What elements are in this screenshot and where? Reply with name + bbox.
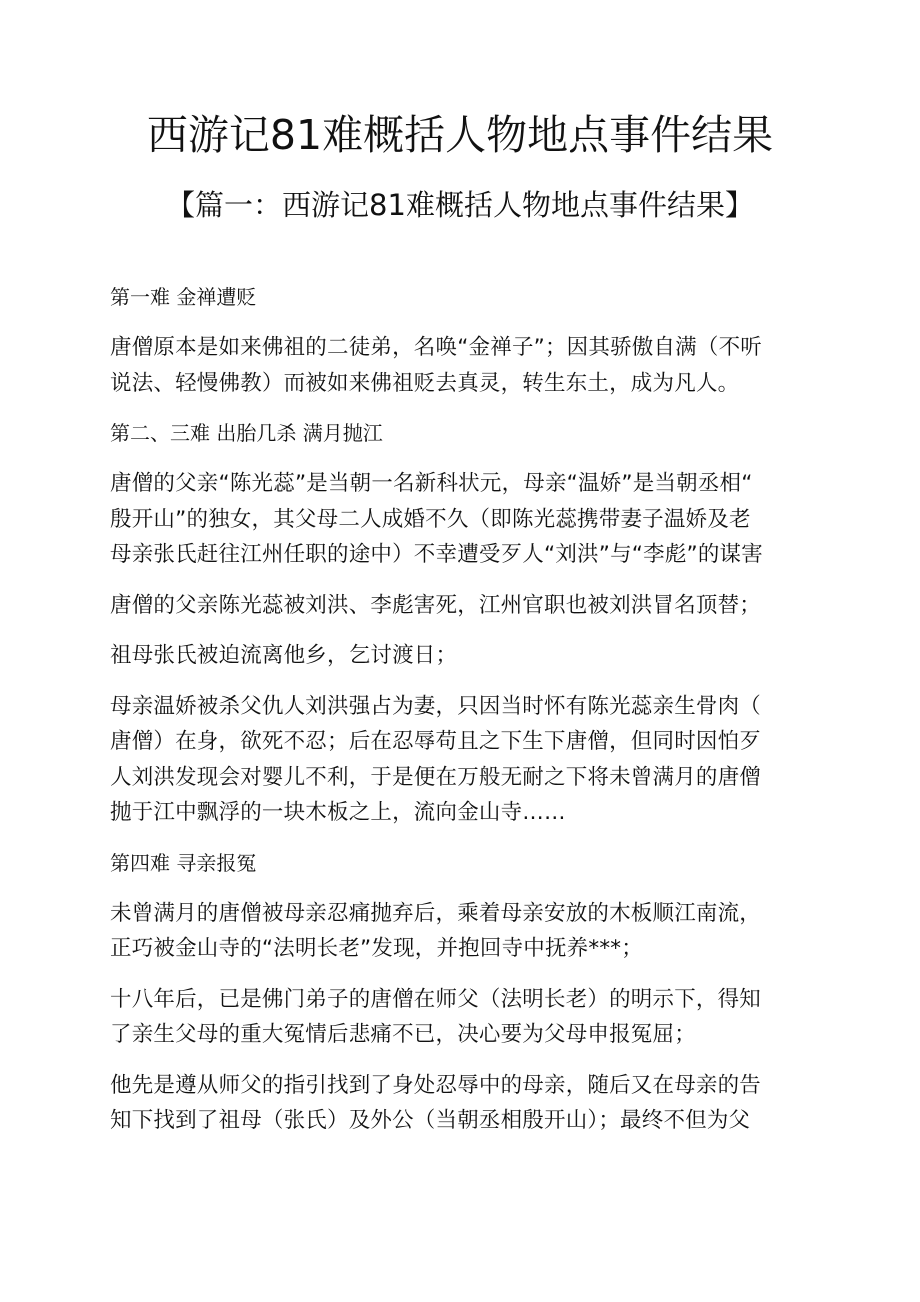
paragraph-line: 十八年后，已是佛门弟子的唐僧在师父（法明长老）的明示下，得知 [110,986,762,1012]
paragraph-line: 抛于江中飘浮的一块木板之上，流向金山寺…… [110,800,566,825]
paragraph-line: 母亲温娇被杀父仇人刘洪强占为妻，只因当时怀有陈光蕊亲生骨肉（ [110,693,762,719]
paragraph-line: 唐僧原本是如来佛祖的二徒弟，名唤“金禅子”；因其骄傲自满（不听 [110,335,762,360]
paragraph-line: 唐僧的父亲陈光蕊被刘洪、李彪害死，江州官职也被刘洪冒名顶替； [110,592,762,618]
paragraph-line: 说法、轻慢佛教）而被如来佛祖贬去真灵，转生东土，成为凡人。 [110,370,740,396]
section-heading: 第四难 寻亲报冤 [110,850,257,875]
section-heading: 第二、三难 出胎几杀 满月抛江 [110,421,383,445]
paragraph-line: 殷开山”的独女，其父母二人成婚不久（即陈光蕊携带妻子温娇及老 [110,506,751,532]
document-body [110,280,830,1154]
paragraph [110,330,830,401]
paragraph-line: 人刘洪发现会对婴儿不利，于是便在万般无耐之下将未曾满月的唐僧 [110,764,762,790]
paragraph-line: 祖母张氏被迫流离他乡，乞讨渡日； [110,643,458,668]
section-heading: 第一难 金禅遭贬 [110,285,257,309]
paragraph-line: 唐僧的父亲“陈光蕊”是当朝一名新科状元，母亲“温娇”是当朝丞相“ [110,471,753,496]
document-title: 西游记81难概括人物地点事件结果 [146,111,774,159]
paragraph [110,1068,830,1139]
paragraph [110,588,830,624]
paragraph-line: 母亲张氏赶往江州任职的途中）不幸遭受歹人“刘洪”与“李彪”的谋害 [110,542,763,567]
paragraph-line: 正巧被金山寺的“法明长老”发现，并抱回寺中抚养***； [110,936,643,961]
paragraph-line: 未曾满月的唐僧被母亲忍痛抛弃后，乘着母亲安放的木板顺江南流， [110,900,762,926]
paragraph [110,689,830,831]
paragraph [110,982,830,1053]
paragraph-line: 他先是遵从师父的指引找到了身处忍辱中的母亲，随后又在母亲的告 [110,1072,762,1098]
paragraph-line: 唐僧）在身，欲死不忍；后在忍辱苟且之下生下唐僧，但同时因怕歹 [110,729,762,754]
paragraph [110,466,830,573]
paragraph-line: 了亲生父母的重大冤情后悲痛不已，决心要为父母申报冤屈； [110,1022,696,1047]
paragraph [110,638,830,674]
paragraph [110,896,830,967]
paragraph-line: 知下找到了祖母（张氏）及外公（当朝丞相殷开山）；最终不但为父 [110,1108,751,1133]
document-subtitle: 【篇一：西游记81难概括人物地点事件结果】 [166,188,754,222]
